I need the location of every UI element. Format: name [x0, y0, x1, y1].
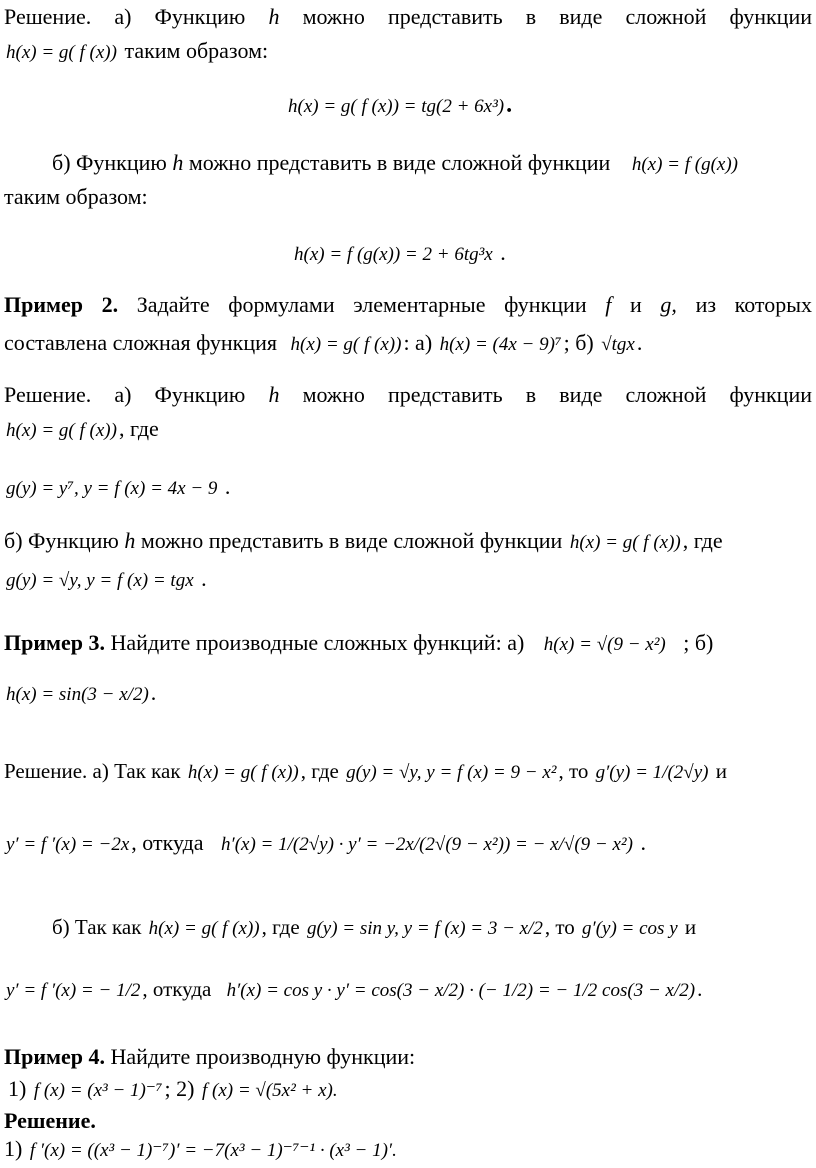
formula: g′(y) = cos y: [582, 918, 678, 939]
text: , где: [300, 759, 339, 783]
formula: h(x) = √(9 − x²): [543, 634, 666, 655]
text: и: [630, 292, 642, 317]
text: ; 2): [164, 1076, 195, 1101]
text: .: [506, 92, 513, 118]
text: , то: [544, 915, 575, 939]
formula: h(x) = g( f (x)): [6, 42, 117, 63]
formula: √tgx: [601, 334, 635, 355]
text: и: [684, 915, 697, 939]
line-2: [4, 38, 268, 66]
line-23: [4, 1136, 399, 1164]
text: , где: [682, 528, 723, 553]
text: таким образом:: [124, 38, 269, 63]
text: h: [172, 150, 184, 175]
line-22: [4, 1108, 96, 1134]
text: Пример 2.: [4, 292, 119, 317]
formula: f (x) = (x³ − 1)⁻⁷: [33, 1080, 163, 1101]
formula: y′ = f ′(x) = − 1/2: [6, 980, 141, 1001]
line-5: [4, 184, 148, 210]
text: Задайте формулами элементарные функции: [136, 292, 587, 317]
formula: y′ = f ′(x) = −2x: [6, 834, 130, 855]
text: .: [500, 240, 506, 265]
formula: h(x) = sin(3 − x/2): [6, 684, 149, 705]
text: б) Функцию: [52, 150, 167, 175]
line-15: [4, 680, 156, 708]
text: можно представить в виде сложной функции: [188, 150, 611, 175]
text: Решение. а) Функцию: [4, 4, 246, 29]
line-8: [4, 330, 642, 358]
line-11: [4, 474, 230, 502]
line-6: [292, 240, 506, 268]
formula: g(y) = y⁷, y = f (x) = 4x − 9: [6, 478, 218, 499]
text: .: [697, 977, 703, 1001]
text: , где: [118, 416, 159, 441]
formula: h′(x) = 1/(2√y) · y′ = −2x/(2√(9 − x²)) = − x/√(9 − x²): [221, 834, 633, 855]
formula: g(y) = √y, y = f (x) = 9 − x²: [346, 762, 557, 783]
text: .: [636, 330, 643, 355]
line-12: [4, 528, 723, 556]
text: h: [124, 528, 136, 553]
formula: h′(x) = cos y · y′ = cos(3 − x/2) · (− 1/2) = − 1/2 cos(3 − x/2): [226, 980, 696, 1001]
text: h: [268, 382, 280, 407]
text: , то: [558, 759, 589, 783]
formula: f ′(x) = ((x³ − 1)⁻⁷)′ = −7(x³ − 1)⁻⁷⁻¹ · (x³ − 1)′.: [29, 1140, 397, 1161]
formula: h(x) = g( f (x)): [148, 918, 260, 939]
text: Найдите производную функции:: [110, 1044, 416, 1069]
formula: g′(y) = 1/(2√y): [595, 762, 709, 783]
text: h: [268, 4, 280, 29]
text: таким образом:: [4, 184, 148, 209]
line-18: [52, 914, 696, 942]
text: , где: [261, 915, 300, 939]
text: , откуда: [142, 977, 212, 1001]
formula: h(x) = g( f (x)): [290, 334, 402, 355]
text: 1): [4, 1136, 23, 1161]
formula: h(x) = f (g(x)) = 2 + 6tg³x: [294, 244, 493, 265]
formula: h(x) = g( f (x)): [187, 762, 299, 783]
formula: g(y) = sin y, y = f (x) = 3 − x/2: [306, 918, 543, 939]
line-3: [286, 92, 512, 120]
text: и: [715, 759, 727, 783]
line-20: [4, 1044, 415, 1070]
formula: f (x) = √(5x² + x).: [201, 1080, 338, 1101]
text: Найдите производные сложных функций: а): [110, 630, 525, 655]
line-13: [4, 566, 207, 594]
text: f: [605, 292, 612, 317]
formula: g(y) = √y, y = f (x) = tgx: [6, 570, 194, 591]
line-7: [4, 292, 812, 318]
line-10: [4, 416, 159, 444]
formula: h(x) = (4x − 9)⁷: [439, 334, 562, 355]
line-4: [52, 150, 740, 178]
text: можно представить в виде сложной функции: [302, 382, 813, 407]
text: б) Так как: [52, 915, 142, 939]
text: ; б): [563, 330, 594, 355]
text: Решение.: [4, 1108, 96, 1133]
text: из которых: [695, 292, 813, 317]
line-21: [8, 1076, 340, 1104]
line-17: [4, 830, 646, 858]
text: Решение. а) Так как: [4, 759, 181, 783]
text: .: [150, 680, 157, 705]
text: Пример 3.: [4, 630, 106, 655]
text: составлена сложная функция: [4, 330, 277, 355]
text: Пример 4.: [4, 1044, 106, 1069]
formula: h(x) = f (g(x)): [631, 154, 738, 175]
text: 1): [8, 1076, 27, 1101]
text: Решение. а) Функцию: [4, 382, 246, 407]
text: ; б): [683, 630, 714, 655]
text: .: [224, 474, 231, 499]
formula: h(x) = g( f (x)) = tg(2 + 6x³): [288, 96, 505, 117]
formula: h(x) = g( f (x)): [569, 532, 681, 553]
text: можно представить в виде сложной функции: [302, 4, 813, 29]
text: б) Функцию: [4, 528, 119, 553]
text: .: [640, 830, 646, 855]
line-19: [4, 976, 702, 1004]
line-14: [4, 630, 713, 658]
text: , откуда: [131, 830, 204, 855]
line-1: [4, 4, 812, 30]
line-9: [4, 382, 812, 408]
formula: h(x) = g( f (x)): [6, 420, 117, 441]
text: .: [201, 566, 207, 591]
text: : а): [403, 330, 433, 355]
text: g,: [660, 292, 677, 317]
text: можно представить в виде сложной функции: [140, 528, 563, 553]
line-16: [4, 758, 727, 786]
